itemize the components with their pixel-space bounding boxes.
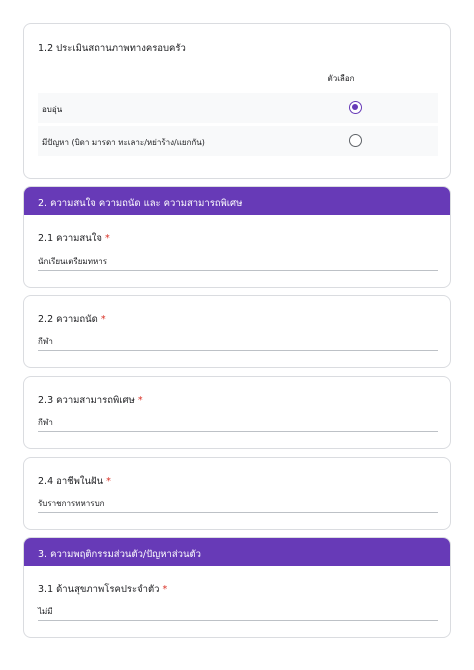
question-card-2-4 [23,457,451,530]
answer-text: นักเรียนเตรียมทหาร [38,255,438,271]
question-title-text: 2.1 ความสนใจ [38,233,102,244]
question-title [38,393,143,408]
answer-text: กีฬา [38,335,438,351]
question-title-text: 2.2 ความถนัด [38,314,98,325]
question-title-text: 3.1 ด้านสุขภาพโรคประจำตัว [38,584,160,595]
question-title-text: 2.3 ความสามารถพิเศษ [38,395,135,406]
required-asterisk: * [137,395,143,406]
answer-text: กีฬา [38,416,438,432]
question-card-1-2 [23,23,451,179]
answer-text: รับราชการทหารบก [38,497,438,513]
radio-button[interactable] [349,134,362,147]
question-card-2-3 [23,376,451,449]
answer-text: ไม่มี [38,605,438,621]
question-title [38,474,111,489]
question-title [38,582,167,597]
question-card-2-2 [23,295,451,368]
grid-column-header: ตัวเลือก [327,74,355,83]
question-title-text: 2.4 อาชีพในฝัน [38,476,104,487]
required-asterisk: * [162,584,168,595]
question-title [38,231,110,246]
required-asterisk: * [104,233,110,244]
grid-row-label: มีปัญหา (บิดา มารดา ทะเลาะ/หย่าร้าง/แยกกัน) [42,138,205,147]
section-card-2 [23,186,451,288]
section-header: 3. ความพฤติกรรมส่วนตัว/ปัญหาส่วนตัว [24,538,450,566]
radio-button-selected[interactable] [349,101,362,114]
grid-row-problem [38,126,438,156]
grid-row-warm [38,93,438,123]
grid-row-label: อบอุ่น [42,105,63,114]
required-asterisk: * [100,314,106,325]
question-title [38,312,106,327]
required-asterisk: * [106,476,111,487]
section-header: 2. ความสนใจ ความถนัด และ ความสามารถพิเศษ [24,187,450,215]
question-title: 1.2 ประเมินสถานภาพทางครอบครัว [38,43,186,54]
section-card-3 [23,537,451,638]
